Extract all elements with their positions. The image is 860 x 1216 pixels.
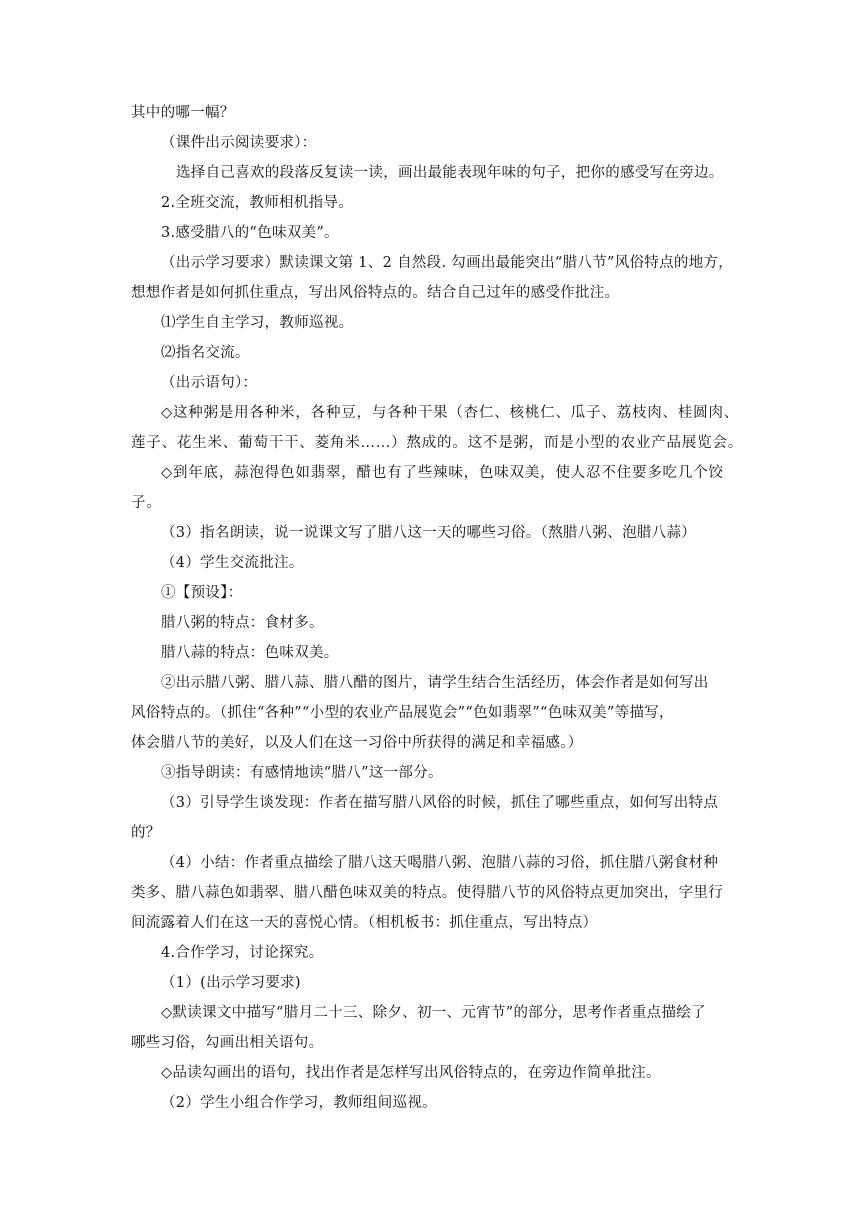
text-line-16: ②出示腊八粥、腊八蒜、腊八醋的图片，请学生结合生活经历，体会作者是如何写出 — [161, 675, 709, 691]
quote-line-4: 子。 — [131, 495, 162, 511]
text-line-27: ◇默读课文中描写“腊月二十三、除夕、初一、元宵节”的部分，思考作者重点描绘了 — [161, 1005, 706, 1021]
text-line-30: （2）学生小组合作学习，教师组间巡视。 — [161, 1095, 437, 1111]
text-line-5: 3.感受腊八的“色味双美”。 — [161, 225, 339, 241]
text-line-9: ⑵指名交流。 — [161, 345, 250, 361]
quote-line-3: ◇到年底，蒜泡得色如翡翠，醋也有了些辣味，色味双美，使人忍不住要多吃几个饺 — [161, 465, 724, 481]
text-line-26: （1）(出示学习要求) — [161, 975, 301, 991]
text-line-12: （4）学生交流批注。 — [161, 555, 304, 571]
text-line-23: 类多、腊八蒜色如翡翠、腊八醋色味双美的特点。使得腊八节的风俗特点更加突出，字里行 — [131, 885, 723, 901]
text-line-6: （出示学习要求）默读课文第 1、2 自然段. 勾画出最能突出“腊八节”风俗特点的地方， — [161, 255, 734, 271]
text-line-29: ◇品读勾画出的语句，找出作者是怎样写出风俗特点的，在旁边作简单批注。 — [161, 1065, 661, 1081]
text-line-10: （出示语句）： — [161, 375, 258, 391]
text-line-22: （4）小结：作者重点描绘了腊八这天喝腊八粥、泡腊八蒜的习俗，抓住腊八粥食材种 — [161, 855, 719, 871]
text-line-14: 腊八粥的特点：食材多。 — [161, 615, 324, 631]
text-line-4: 2.全班交流，教师相机指导。 — [161, 195, 354, 211]
quote-line-2: 莲子、花生米、葡萄干干、菱角米……）熬成的。这不是粥，而是小型的农业产品展览会。 — [131, 435, 743, 451]
text-line-3: 选择自己喜欢的段落反复读一读，画出最能表现年味的句子，把你的感受写在旁边。 — [176, 165, 724, 181]
text-line-28: 哪些习俗，勾画出相关语句。 — [131, 1035, 324, 1051]
text-line-19: ③指导朗读：有感情地读“腊八”这一部分。 — [161, 765, 443, 781]
text-line-1: 其中的哪一幅？ — [131, 105, 235, 121]
quote-line-1: ◇这种粥是用各种米，各种豆，与各种干果（杏仁、核桃仁、瓜子、荔枝肉、桂圆肉、 — [161, 405, 740, 421]
text-line-25: 4.合作学习，讨论探究。 — [161, 945, 324, 961]
text-line-24: 间流露着人们在这一天的喜悦心情。（相机板书：抓住重点，写出特点） — [131, 915, 598, 931]
text-line-2: （课件出示阅读要求）： — [161, 135, 317, 151]
text-line-11: （3）指名朗读，说一说课文写了腊八这一天的哪些习俗。（熬腊八粥、泡腊八蒜） — [161, 525, 697, 541]
text-line-21: 的？ — [131, 825, 161, 841]
text-line-13: ①【预设】： — [161, 585, 243, 601]
text-line-20: （3）引导学生谈发现：作者在描写腊八风俗的时候，抓住了哪些重点，如何写出特点 — [161, 795, 719, 811]
text-line-8: ⑴学生自主学习，教师巡视。 — [161, 315, 354, 331]
text-line-15: 腊八蒜的特点：色味双美。 — [161, 645, 339, 661]
text-line-17: 风俗特点的。（抓住“各种”“小型的农业产品展览会”“色如翡翠”“色味双美”等描写， — [131, 705, 674, 721]
text-line-7: 想想作者是如何抓住重点，写出风俗特点的。结合自己过年的感受作批注。 — [131, 285, 620, 301]
text-line-18: 体会腊八节的美好，以及人们在这一习俗中所获得的满足和幸福感。） — [131, 735, 583, 751]
